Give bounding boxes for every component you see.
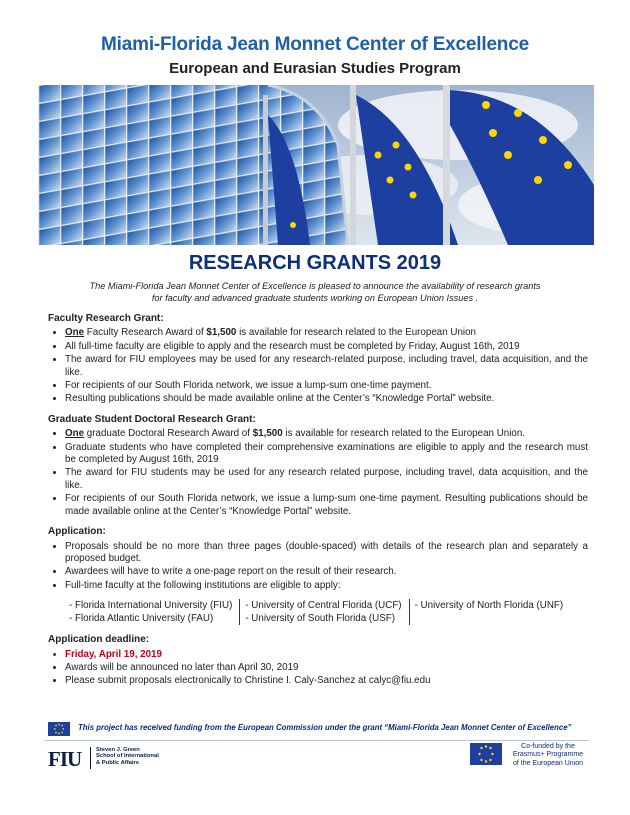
graduate-heading: Graduate Student Doctoral Research Grant: — [48, 413, 256, 425]
text-run: graduate Doctoral Research Award of — [84, 428, 253, 440]
program-name: European and Eurasian Studies Program — [169, 60, 461, 77]
institution: - University of South Florida (USF) — [245, 613, 396, 625]
faculty-list — [48, 327, 588, 405]
fiu-school-name — [96, 747, 166, 766]
institutions-col-1 — [64, 599, 239, 625]
logo-divider — [90, 747, 91, 769]
erasmus-logo — [470, 743, 590, 769]
emphasis-one: One — [65, 428, 85, 440]
list-item: • Full-time faculty at the following institutions are eligible to apply: — [65, 580, 588, 592]
footer-divider — [44, 740, 589, 741]
application-list — [48, 541, 588, 593]
intro-text — [60, 280, 570, 304]
graduate-list — [48, 428, 588, 518]
text-run: is available for research related to the European Union. — [282, 428, 526, 440]
erasmus-text — [510, 743, 586, 768]
list-item: • The award for FIU employees may be used for any research-related purpose, including travel, data acquisition, and the like. — [65, 354, 588, 379]
institutions-table — [64, 599, 588, 625]
institution: - University of Central Florida (UCF) — [245, 600, 402, 612]
fiu-line: School of International — [96, 753, 159, 760]
list-item: • All full-time faculty are eligible to apply and the research must be completed by Friday, August 16th, 2019 — [65, 341, 588, 353]
intro-line-1: The Miami-Florida Jean Monnet Center of Excellence is pleased to announce the availability of research grants — [89, 281, 541, 291]
erasmus-line: of the European Union — [512, 759, 584, 767]
list-item — [65, 327, 588, 339]
emphasis-one: One — [65, 327, 85, 339]
eu-flag-icon — [48, 722, 70, 736]
list-item: • For recipients of our South Florida network, we issue a lump-sum one-time payment. Resulting publications should be made available online at the Center’s “Knowledge Portal” website. — [65, 493, 588, 518]
deadline-list — [48, 649, 588, 688]
list-item: • Awards will be announced no later than April 30, 2019 — [65, 662, 588, 674]
institution: - University of North Florida (UNF) — [414, 600, 564, 612]
text-run: Faculty Research Award of — [84, 327, 207, 339]
deadline-heading: Application deadline: — [48, 634, 150, 646]
text-run: is available for research related to the European Union — [236, 327, 476, 339]
list-item: • Please submit proposals electronically to Christine I. Caly-Sanchez at calyc@fiu.edu — [65, 675, 588, 687]
fiu-wordmark: FIU — [48, 747, 82, 771]
award-amount: $1,500 — [206, 327, 237, 339]
list-item: • Resulting publications should be made available online at the Center’s “Knowledge Portal” website. — [65, 393, 588, 405]
institution: - Florida International University (FIU) — [69, 600, 233, 612]
list-item — [65, 428, 588, 440]
list-item: • The award for FIU students may be used for any research related purpose, including travel, data acquisition, and the like. — [65, 467, 588, 492]
erasmus-line: Erasmus+ Programme — [512, 751, 584, 759]
deadline-date: • Friday, April 19, 2019 — [65, 649, 588, 661]
erasmus-line: Co-funded by the — [521, 743, 575, 750]
main-content — [48, 313, 588, 689]
list-item: • Graduate students who have completed their comprehensive examinations are eligible to apply and the research must be completed by August 16th, 2019 — [65, 442, 588, 467]
center-name: Miami-Florida Jean Monnet Center of Excellence — [101, 34, 529, 55]
award-amount: $1,500 — [252, 428, 283, 440]
institution: - Florida Atlantic University (FAU) — [69, 613, 214, 625]
eu-flag-icon — [470, 743, 502, 765]
fiu-line: Steven J. Green — [96, 747, 140, 753]
intro-line-2: for faculty and advanced graduate students working on European Union Issues . — [151, 293, 479, 303]
funding-notice — [44, 722, 589, 736]
faculty-heading: Faculty Research Grant: — [48, 313, 164, 324]
page-title: RESEARCH GRANTS 2019 — [188, 252, 442, 274]
institutions-col-2 — [239, 599, 408, 625]
application-heading: Application: — [48, 526, 106, 538]
list-item: • Proposals should be no more than three pages (double-spaced) with details of the research plan and separately a proposed budget. — [65, 541, 588, 566]
list-item: • Awardees will have to write a one-page report on the result of their research. — [65, 566, 588, 578]
institutions-col-3 — [409, 599, 571, 625]
list-item: • For recipients of our South Florida network, we issue a lump-sum one-time payment. — [65, 380, 588, 392]
banner-image — [38, 85, 594, 245]
funding-text: This project has received funding from the European Commission under the grant “Miami-Florida Jean Monnet Center of Excellence” — [78, 723, 572, 732]
fiu-line: & Public Affairs — [96, 759, 139, 766]
